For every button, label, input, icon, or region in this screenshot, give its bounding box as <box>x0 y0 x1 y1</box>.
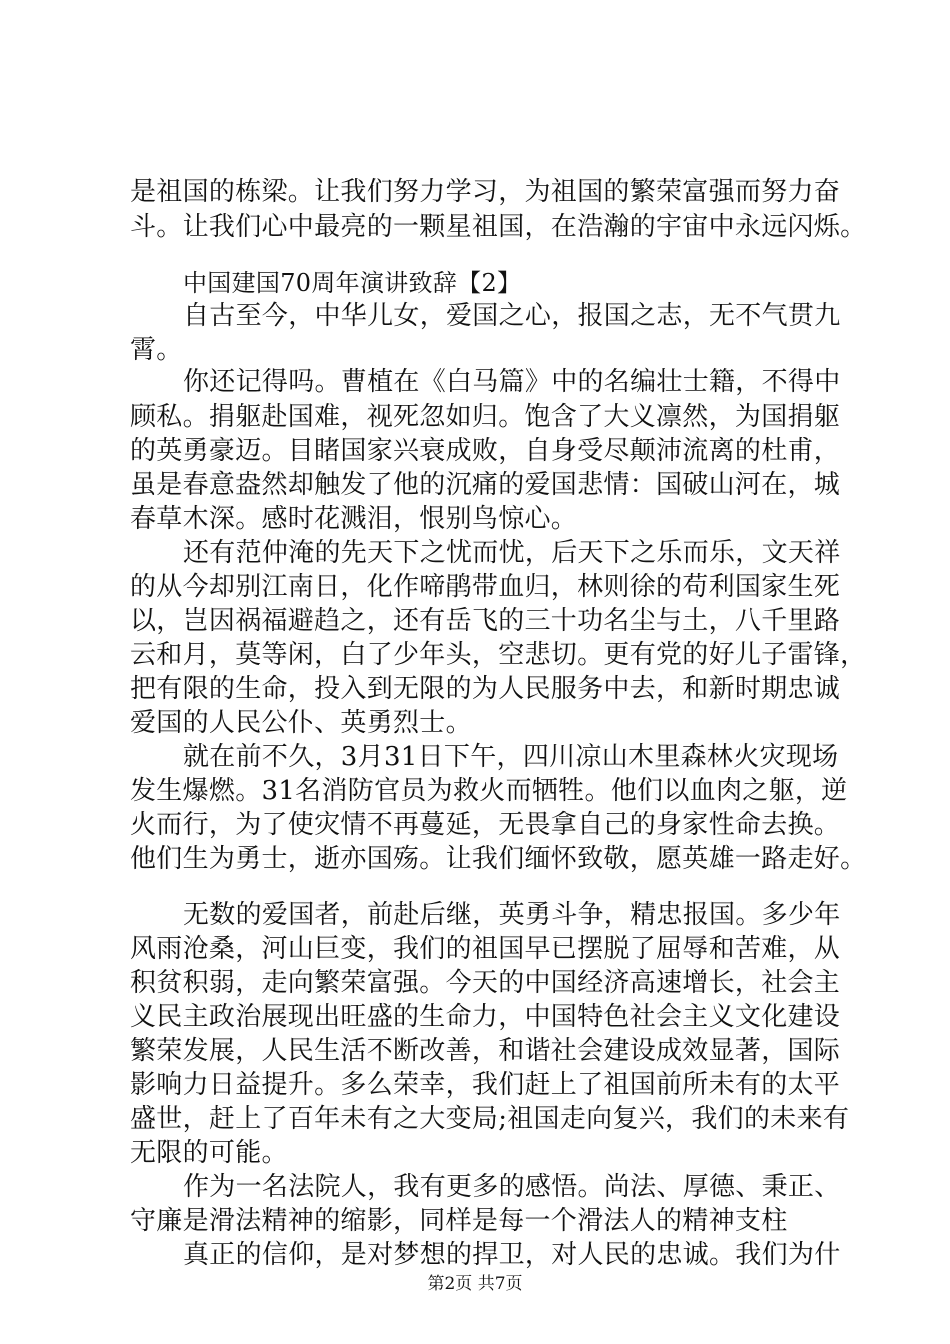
text-line: 影响力日益提升。多么荣幸，我们赶上了祖国前所未有的太平 <box>130 1070 841 1100</box>
text-line: 繁荣发展，人民生活不断改善，和谐社会建设成效显著，国际 <box>130 1036 841 1066</box>
paragraph-start: 无数的爱国者，前赴后继，英勇斗争，精忠报国。多少年 <box>183 900 841 930</box>
text-line: 发生爆燃。31名消防官员为救火而牺牲。他们以血肉之躯，逆 <box>130 776 848 806</box>
text-line: 斗。让我们心中最亮的一颗星祖国，在浩瀚的宇宙中永远闪烁。 <box>130 212 867 242</box>
text-line: 云和月，莫等闲，白了少年头，空悲切。更有党的好儿子雷锋， <box>130 640 867 670</box>
paragraph-start: 还有范仲淹的先天下之忧而忧，后天下之乐而乐，文天祥 <box>183 538 841 568</box>
text-line: 爱国的人民公仆、英勇烈士。 <box>130 708 472 738</box>
paragraph-start: 自古至今，中华儿女，爱国之心，报国之志，无不气贯九 <box>183 301 841 331</box>
text-line: 霄。 <box>130 335 183 365</box>
text-line: 把有限的生命，投入到无限的为人民服务中去，和新时期忠诚 <box>130 674 841 704</box>
text-line: 积贫积弱，走向繁荣富强。今天的中国经济高速增长，社会主 <box>130 968 841 998</box>
section-heading: 中国建国70周年演讲致辞【2】 <box>183 269 522 297</box>
text-line: 的从今却别江南日，化作啼鹃带血归，林则徐的苟利国家生死 <box>130 572 841 602</box>
text-line: 盛世，赶上了百年未有之大变局;祖国走向复兴，我们的未来有 <box>130 1104 850 1134</box>
text-line: 义民主政治展现出旺盛的生命力，中国特色社会主义文化建设 <box>130 1002 841 1032</box>
paragraph-start: 真正的信仰，是对梦想的捍卫，对人民的忠诚。我们为什 <box>183 1240 841 1270</box>
text-line: 是祖国的栋梁。让我们努力学习，为祖国的繁荣富强而努力奋 <box>130 177 841 207</box>
text-line: 守廉是滑法精神的缩影，同样是每一个滑法人的精神支柱 <box>130 1206 788 1236</box>
text-line: 以，岂因祸福避趋之，还有岳飞的三十功名尘与土，八千里路 <box>130 606 841 636</box>
text-line: 的英勇豪迈。目睹国家兴衰成败，自身受尽颠沛流离的杜甫， <box>130 436 841 466</box>
text-line: 虽是春意盎然却触发了他的沉痛的爱国悲情：国破山河在，城 <box>130 470 841 500</box>
page-footer: 第2页 共7页 <box>427 1274 523 1294</box>
text-line: 风雨沧桑，河山巨变，我们的祖国早已摆脱了屈辱和苦难，从 <box>130 934 841 964</box>
text-line: 无限的可能。 <box>130 1138 288 1168</box>
text-line: 春草木深。感时花溅泪，恨别鸟惊心。 <box>130 504 578 534</box>
text-line: 火而行，为了使灾情不再蔓延，无畏拿自己的身家性命去换。 <box>130 810 841 840</box>
paragraph-start: 你还记得吗。曹植在《白马篇》中的名编壮士籍，不得中 <box>183 367 841 397</box>
paragraph-start: 就在前不久，3月31日下午，四川凉山木里森林火灾现场 <box>183 742 839 772</box>
text-line: 他们生为勇士，逝亦国殇。让我们缅怀致敬，愿英雄一路走好。 <box>130 844 867 874</box>
text-line: 顾私。捐躯赴国难，视死忽如归。饱含了大义凛然，为国捐躯 <box>130 402 841 432</box>
paragraph-start: 作为一名法院人，我有更多的感悟。尚法、厚德、秉正、 <box>183 1172 841 1202</box>
